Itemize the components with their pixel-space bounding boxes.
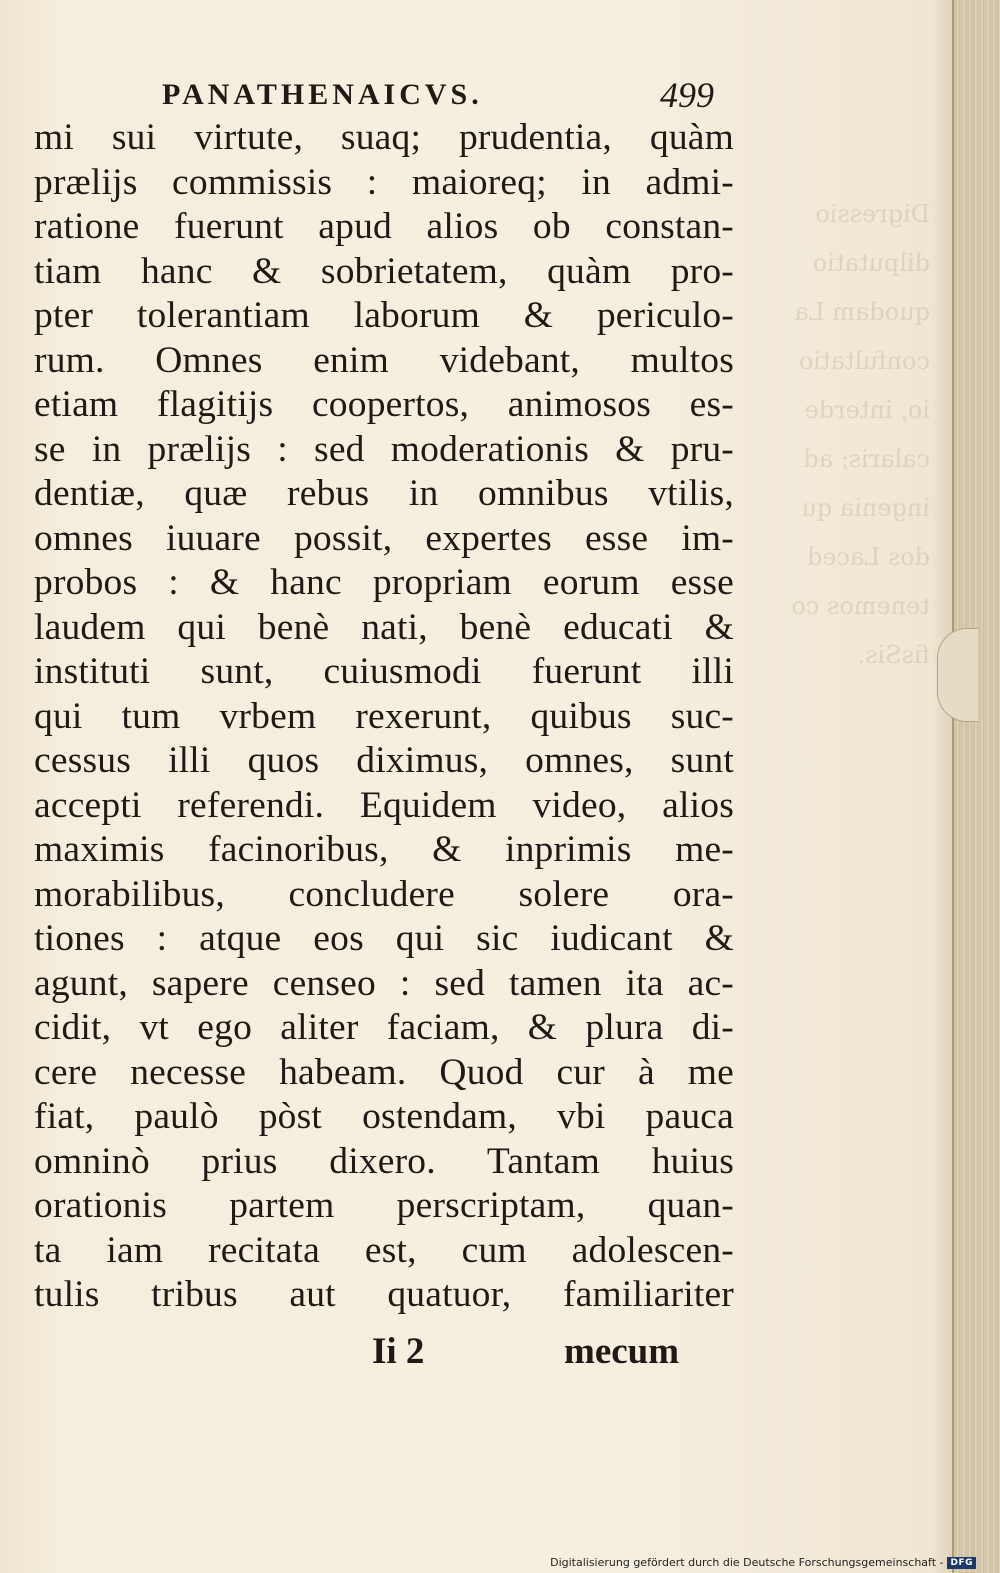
text-line: cidit, vt ego aliter faciam, & plura di- — [34, 1007, 734, 1048]
text-line: maximis facinoribus, & inprimis me- — [34, 829, 734, 870]
digitization-credit — [550, 1556, 976, 1569]
text-line: prælijs commissis : maioreq; in admi- — [34, 161, 734, 203]
text-line: tiones : atque eos qui sic iudicant & — [34, 918, 734, 959]
text-line: ratione fuerunt apud alios ob constan- — [34, 206, 734, 247]
text-line: omninò prius dixero. Tantam huius — [34, 1140, 734, 1182]
text-line: morabilibus, concludere solere ora- — [34, 873, 734, 915]
signature-mark: Ii 2 — [372, 1330, 425, 1372]
text-line: se in prælijs : sed moderationis & pru- — [34, 428, 734, 470]
text-line: cessus illi quos diximus, omnes, sunt — [34, 740, 734, 781]
running-head — [34, 72, 734, 116]
text-line: accepti referendi. Equidem video, alios — [34, 784, 734, 826]
text-line: tulis tribus aut quatuor, familiariter — [34, 1274, 734, 1315]
body-text — [34, 116, 734, 1318]
credit-text: Digitalisierung gefördert durch die Deutsche Forschungsgemeinschaft - — [550, 1556, 944, 1569]
text-line: orationis partem perscriptam, quan- — [34, 1185, 734, 1226]
text-line: tiam hanc & sobrietatem, quàm pro- — [34, 250, 734, 292]
text-line: dentiæ, quæ rebus in omnibus vtilis, — [34, 473, 734, 514]
page-footer — [34, 1322, 734, 1374]
text-line: instituti sunt, cuiusmodi fuerunt illi — [34, 651, 734, 692]
running-title: PANATHENAICVS. — [162, 78, 483, 111]
text-line: rum. Omnes enim videbant, multos — [34, 339, 734, 381]
text-line: qui tum vrbem rexerunt, quibus suc- — [34, 695, 734, 737]
text-line: etiam flagitijs coopertos, animosos es- — [34, 384, 734, 425]
text-line: pter tolerantiam laborum & periculo- — [34, 295, 734, 336]
book-page-edge — [952, 0, 1000, 1573]
page-number: 499 — [660, 75, 714, 115]
page-edge-tab — [937, 628, 978, 722]
text-line: omnes iuuare possit, expertes esse im- — [34, 517, 734, 559]
bleed-through-text: Digressio dilputatio quodam La confultatio io, interde calaris; ad ingenia qu dos Laced tenemos co fisSis. — [791, 200, 930, 669]
text-line: agunt, sapere censeo : sed tamen ita ac- — [34, 962, 734, 1004]
text-line: mi sui virtute, suaq; prudentia, quàm — [34, 117, 734, 158]
catchword: mecum — [564, 1330, 680, 1372]
dfg-logo: DFG — [947, 1557, 976, 1569]
text-line: cere necesse habeam. Quod cur à me — [34, 1051, 734, 1093]
text-line: laudem qui benè nati, benè educati & — [34, 606, 734, 648]
text-line: probos : & hanc propriam eorum esse — [34, 562, 734, 603]
text-line: ta iam recitata est, cum adolescen- — [34, 1229, 734, 1271]
text-line: fiat, paulò pòst ostendam, vbi pauca — [34, 1096, 734, 1137]
text-block — [34, 72, 734, 1374]
